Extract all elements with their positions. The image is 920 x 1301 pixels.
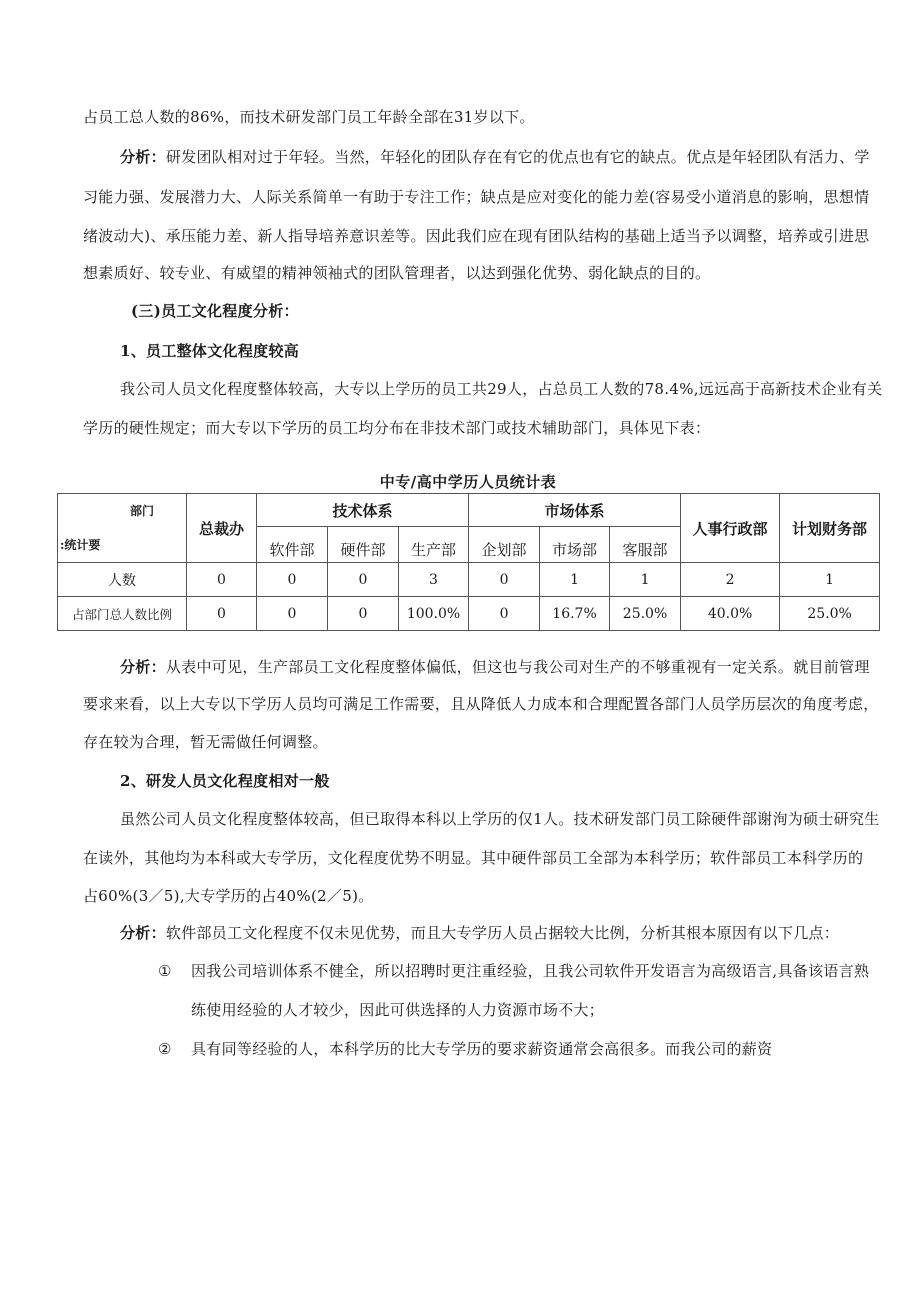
- table-row: [58, 597, 880, 631]
- analysis3-text: 软件部员工文化程度不仅未见优势，而且大专学历人员占据较大比例，分析其根本原因有以下几点：: [165, 924, 840, 942]
- analysis2-line-3: 存在较为合理，暂无需做任何调整。: [83, 733, 328, 751]
- cell: 25.0%: [610, 597, 681, 631]
- reason-1-line-1: 因我公司培训体系不健全，所以招聘时更注重经验，且我公司软件开发语言为高级语言,具备该语言熟: [191, 962, 870, 980]
- cell: 0: [187, 597, 257, 631]
- cell: 2: [681, 563, 780, 597]
- sub1-heading: 1、员工整体文化程度较高: [120, 342, 300, 360]
- header-hardware: 硬件部: [328, 527, 399, 563]
- header-hr-admin: 人事行政部: [681, 494, 780, 563]
- analysis3-line: [120, 923, 839, 943]
- reason-1-line-2: 练使用经验的人才较少，因此可供选择的人力资源市场不大；: [191, 1001, 605, 1019]
- analysis1-line-3: 绪波动大)、承压能力差、新人指导培养意识差等。因此我们应在现有团队结构的基础上适当予以调整，培养或引进思: [83, 227, 870, 245]
- table-row: [58, 563, 880, 597]
- analysis2-line-2: 要求来看，以上大专以下学历人员均可满足工作需要，且从降低人力成本和合理配置各部门人员学历层次的角度考虑，: [83, 695, 879, 713]
- cell: 0: [469, 563, 540, 597]
- header-president-office: 总裁办: [187, 494, 257, 563]
- analysis1-line-1: [120, 147, 870, 167]
- sub2-heading: 2、研发人员文化程度相对一般: [120, 772, 330, 790]
- header-production: 生产部: [399, 527, 469, 563]
- cell: 0: [257, 563, 328, 597]
- table-title: 中专/高中学历人员统计表: [379, 473, 557, 491]
- header-planning: 企划部: [469, 527, 540, 563]
- analysis2-text-1: 从表中可见，生产部员工文化程度整体偏低，但这也与我公司对生产的不够重视有一定关系。就目前管理: [165, 658, 870, 676]
- section3-heading: (三)员工文化程度分析：: [131, 302, 299, 320]
- corner-dept-label: 部门: [130, 504, 155, 518]
- cell: 100.0%: [399, 597, 469, 631]
- sub2-para-line-1: 虽然公司人员文化程度整体较高，但已取得本科以上学历的仅1人。技术研发部门员工除硬件部谢洵为硕士研究生: [120, 810, 880, 828]
- table-corner-cell: [58, 494, 187, 563]
- row-label: 人数: [58, 563, 187, 597]
- education-stats-table: [57, 493, 880, 631]
- sub2-para-line-2: 在读外，其他均为本科或大专学历，文化程度优势不明显。其中硬件部员工全部为本科学历；软件部员工本科学历的: [83, 849, 864, 867]
- analysis1-label: 分析：: [120, 148, 166, 166]
- header-tech-group: 技术体系: [257, 494, 469, 527]
- cell: 0: [469, 597, 540, 631]
- sub1-para-line-2: 学历的硬性规定；而大专以下学历的员工均分布在非技术部门或技术辅助部门，具体见下表：: [83, 419, 711, 437]
- sub1-para-line-1: 我公司人员文化程度整体较高，大专以上学历的员工共29人，占总员工人数的78.4%,远远高于高新技术企业有关: [120, 380, 883, 398]
- cell: 1: [610, 563, 681, 597]
- cell: 1: [780, 563, 880, 597]
- header-market-group: 市场体系: [469, 494, 681, 527]
- cell: 0: [187, 563, 257, 597]
- analysis1-line-4: 想素质好、较专业、有威望的精神领袖式的团队管理者，以达到强化优势、弱化缺点的目的。: [83, 264, 711, 282]
- corner-stat-label: :统计要: [60, 538, 101, 552]
- cell: 40.0%: [681, 597, 780, 631]
- cell: 0: [257, 597, 328, 631]
- header-software: 软件部: [257, 527, 328, 563]
- cell: 1: [540, 563, 610, 597]
- sub2-para-line-3: 占60%(3／5),大专学历的占40%(2／5)。: [83, 887, 374, 905]
- analysis2-label: 分析：: [120, 658, 166, 676]
- cell: 16.7%: [540, 597, 610, 631]
- paragraph-intro-tail: 占员工总人数的86%，而技术研发部门员工年龄全部在31岁以下。: [83, 108, 535, 126]
- analysis3-label: 分析：: [120, 924, 166, 942]
- reason-1-marker: ①: [158, 962, 172, 980]
- header-marketing: 市场部: [540, 527, 610, 563]
- cell: 0: [328, 563, 399, 597]
- cell: 0: [328, 597, 399, 631]
- analysis1-text-1: 研发团队相对过于年轻。当然，年轻化的团队存在有它的优点也有它的缺点。优点是年轻团队有活力、学: [165, 148, 870, 166]
- reason-2-line-1: 具有同等经验的人，本科学历的比大专学历的要求薪资通常会高很多。而我公司的薪资: [191, 1040, 773, 1058]
- analysis1-line-2: 习能力强、发展潜力大、人际关系简单一有助于专注工作；缺点是应对变化的能力差(容易受小道消息的影响，思想情: [83, 188, 870, 206]
- row-label: 占部门总人数比例: [58, 597, 187, 631]
- cell: 3: [399, 563, 469, 597]
- header-customer-service: 客服部: [610, 527, 681, 563]
- header-finance: 计划财务部: [780, 494, 880, 563]
- cell: 25.0%: [780, 597, 880, 631]
- reason-2-marker: ②: [158, 1040, 172, 1058]
- analysis2-line-1: [120, 657, 870, 677]
